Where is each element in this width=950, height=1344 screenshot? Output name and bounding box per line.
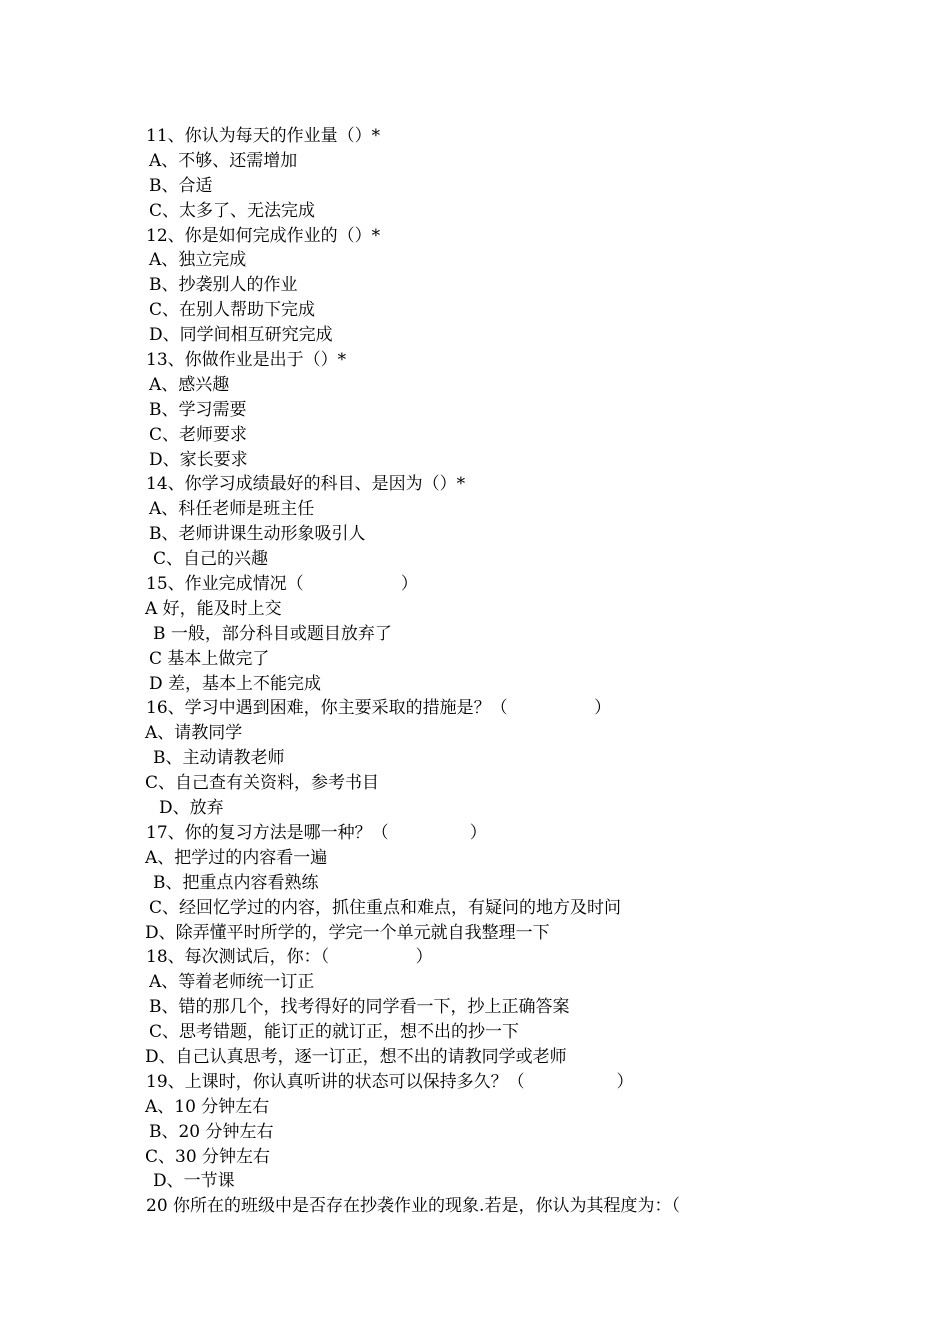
option-13-a: A、感兴趣	[149, 374, 230, 395]
option-16-a: A、请教同学	[145, 723, 243, 744]
option-14-b: B、老师讲课生动形象吸引人	[149, 524, 366, 545]
option-16-b: B、主动请教老师	[153, 748, 285, 769]
option-11-a: A、不够、还需增加	[149, 150, 298, 171]
option-11-b: B、合适	[149, 175, 213, 196]
option-18-b: B、错的那几个，找考得好的同学看一下，抄上正确答案	[149, 997, 570, 1018]
option-17-b: B、把重点内容看熟练	[153, 872, 319, 893]
option-11-c: C、太多了、无法完成	[149, 200, 316, 221]
option-14-c: C、自己的兴趣	[153, 549, 269, 570]
option-19-c: C、30 分钟左右	[145, 1146, 271, 1167]
option-17-c: C、经回忆学过的内容，抓住重点和难点，有疑问的地方及时问	[149, 897, 622, 918]
option-19-d: D、一节课	[153, 1171, 235, 1192]
question-16: 16、学习中遇到困难，你主要采取的措施是？（ ）	[146, 698, 612, 719]
option-19-a: A、10 分钟左右	[145, 1096, 270, 1117]
question-18: 18、每次测试后，你：（ ）	[146, 947, 433, 968]
option-17-a: A、把学过的内容看一遍	[145, 847, 328, 868]
option-18-c: C、思考错题，能订正的就订正，想不出的抄一下	[149, 1022, 520, 1043]
option-12-b: B、抄袭别人的作业	[149, 275, 298, 296]
option-15-a: A 好，能及时上交	[145, 598, 282, 619]
option-19-b: B、20 分钟左右	[149, 1121, 274, 1142]
option-15-b: B 一般，部分科目或题目放弃了	[153, 623, 392, 644]
option-13-b: B、学习需要	[149, 399, 247, 420]
question-14: 14、你学习成绩最好的科目、是因为（）*	[146, 474, 466, 495]
option-16-d: D、放弃	[159, 798, 224, 819]
question-15: 15、作业完成情况（ ）	[146, 574, 418, 595]
option-12-c: C、在别人帮助下完成	[149, 300, 316, 321]
question-11: 11、你认为每天的作业量（）*	[146, 126, 381, 146]
document-body	[0, 124, 950, 1219]
question-19: 19、上课时，你认真听讲的状态可以保持多久？（ ）	[146, 1071, 634, 1092]
option-16-c: C、自己查有关资料，参考书目	[145, 773, 380, 794]
question-13: 13、你做作业是出于（）*	[146, 350, 347, 371]
option-17-d: D、除弄懂平时所学的，学完一个单元就自我整理一下	[145, 922, 550, 943]
option-18-a: A、等着老师统一订正	[149, 972, 315, 993]
question-12: 12、你是如何完成作业的（）*	[146, 225, 381, 246]
question-17: 17、你的复习方法是哪一种？（ ）	[146, 822, 487, 843]
option-12-a: A、独立完成	[149, 250, 247, 271]
option-15-d: D 差，基本上不能完成	[149, 673, 322, 694]
option-15-c: C 基本上做完了	[149, 648, 270, 669]
option-14-a: A、科任老师是班主任	[149, 499, 315, 520]
option-13-c: C、老师要求	[149, 424, 248, 445]
question-20: 20 你所在的班级中是否存在抄袭作业的现象.若是，你认为其程度为：（	[146, 1196, 680, 1217]
option-12-d: D、同学间相互研究完成	[149, 325, 333, 346]
option-18-d: D、自己认真思考，逐一订正，想不出的请教同学或老师	[145, 1046, 567, 1067]
option-13-d: D、家长要求	[149, 449, 248, 470]
